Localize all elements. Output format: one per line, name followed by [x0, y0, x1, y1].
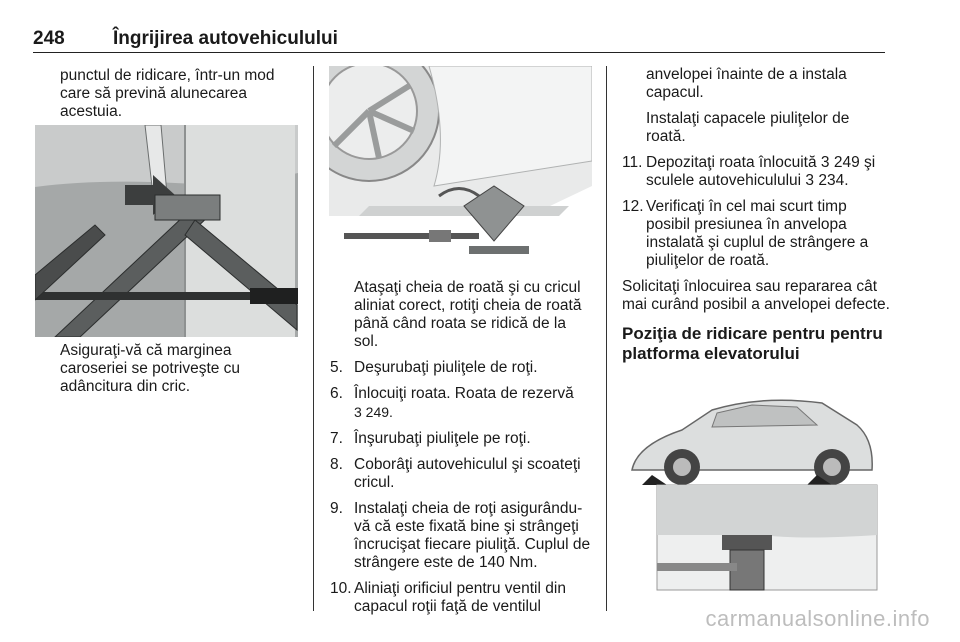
- jack-alignment-text: Asiguraţi-vă că marginea caroseriei se potriveşte cu adâncitura din cric.: [60, 342, 241, 395]
- repair-note: Solicitaţi înlocuirea sau repararea cât mai curând posibil a anvelopei defecte.: [622, 278, 890, 313]
- column-left-lower: [60, 342, 300, 396]
- list-item: 12. Verificaţi în cel mai scurt timp posibil presiunea în anvelopa instalată şi cuplul de strângere a piuliţelor de roată.: [622, 198, 869, 269]
- column-left: [60, 67, 300, 121]
- column-divider: [606, 66, 607, 611]
- list-item: 10. Aliniaţi orificiul pentru ventil din capacul roţii faţă de ventilul: [330, 580, 566, 615]
- page-header: [33, 28, 885, 53]
- continuation-text: anvelopei înainte de a instala capacul.: [646, 66, 847, 101]
- jack-contact-illustration: [35, 125, 298, 337]
- column-middle: [330, 279, 592, 616]
- page-title: Îngrijirea autovehiculului: [113, 28, 338, 49]
- hubcap-text: Instalaţi capacele piuliţelor de roată.: [646, 110, 850, 145]
- column-divider: [313, 66, 314, 611]
- list-item: 7. Înşurubaţi piuliţele pe roţi.: [330, 430, 531, 447]
- list-item: 9. Instalaţi cheia de roţi asigurându-vă că este fixată bine şi strângeţi încrucişat fiecare piuliţă. Cuplul de strângere este de 140 Nm.: [330, 500, 591, 571]
- column-right: [622, 66, 892, 364]
- raising-vehicle-illustration: [329, 66, 592, 274]
- list-item: 8. Coborâţi autovehiculul şi scoateţi cricul.: [330, 456, 581, 491]
- list-item: 5. Deşurubaţi piuliţele de roţi.: [330, 359, 538, 376]
- page-number: 248: [33, 28, 65, 49]
- page-reference: 3 249.: [354, 404, 393, 420]
- list-item: 11. Depozitaţi roata înlocuită 3 249 şi sculele autovehiculului 3 234.: [622, 154, 876, 189]
- list-item: 6. Înlocuiţi roata. Roata de rezervă 3 249.: [330, 385, 574, 420]
- section-heading: Poziţia de ridicare pentru pentru platforma elevatorului: [622, 324, 883, 363]
- intro-text: punctul de ridicare, într-un mod care să prevină alunecarea acestuia.: [60, 67, 275, 120]
- watermark: carmanualsonline.info: [705, 606, 930, 631]
- lift-instruction: Ataşaţi cheia de roată şi cu cricul aliniat corect, rotiţi cheia de roată până când roata se ridică de la sol.: [354, 279, 582, 350]
- lift-platform-illustration: [622, 385, 884, 593]
